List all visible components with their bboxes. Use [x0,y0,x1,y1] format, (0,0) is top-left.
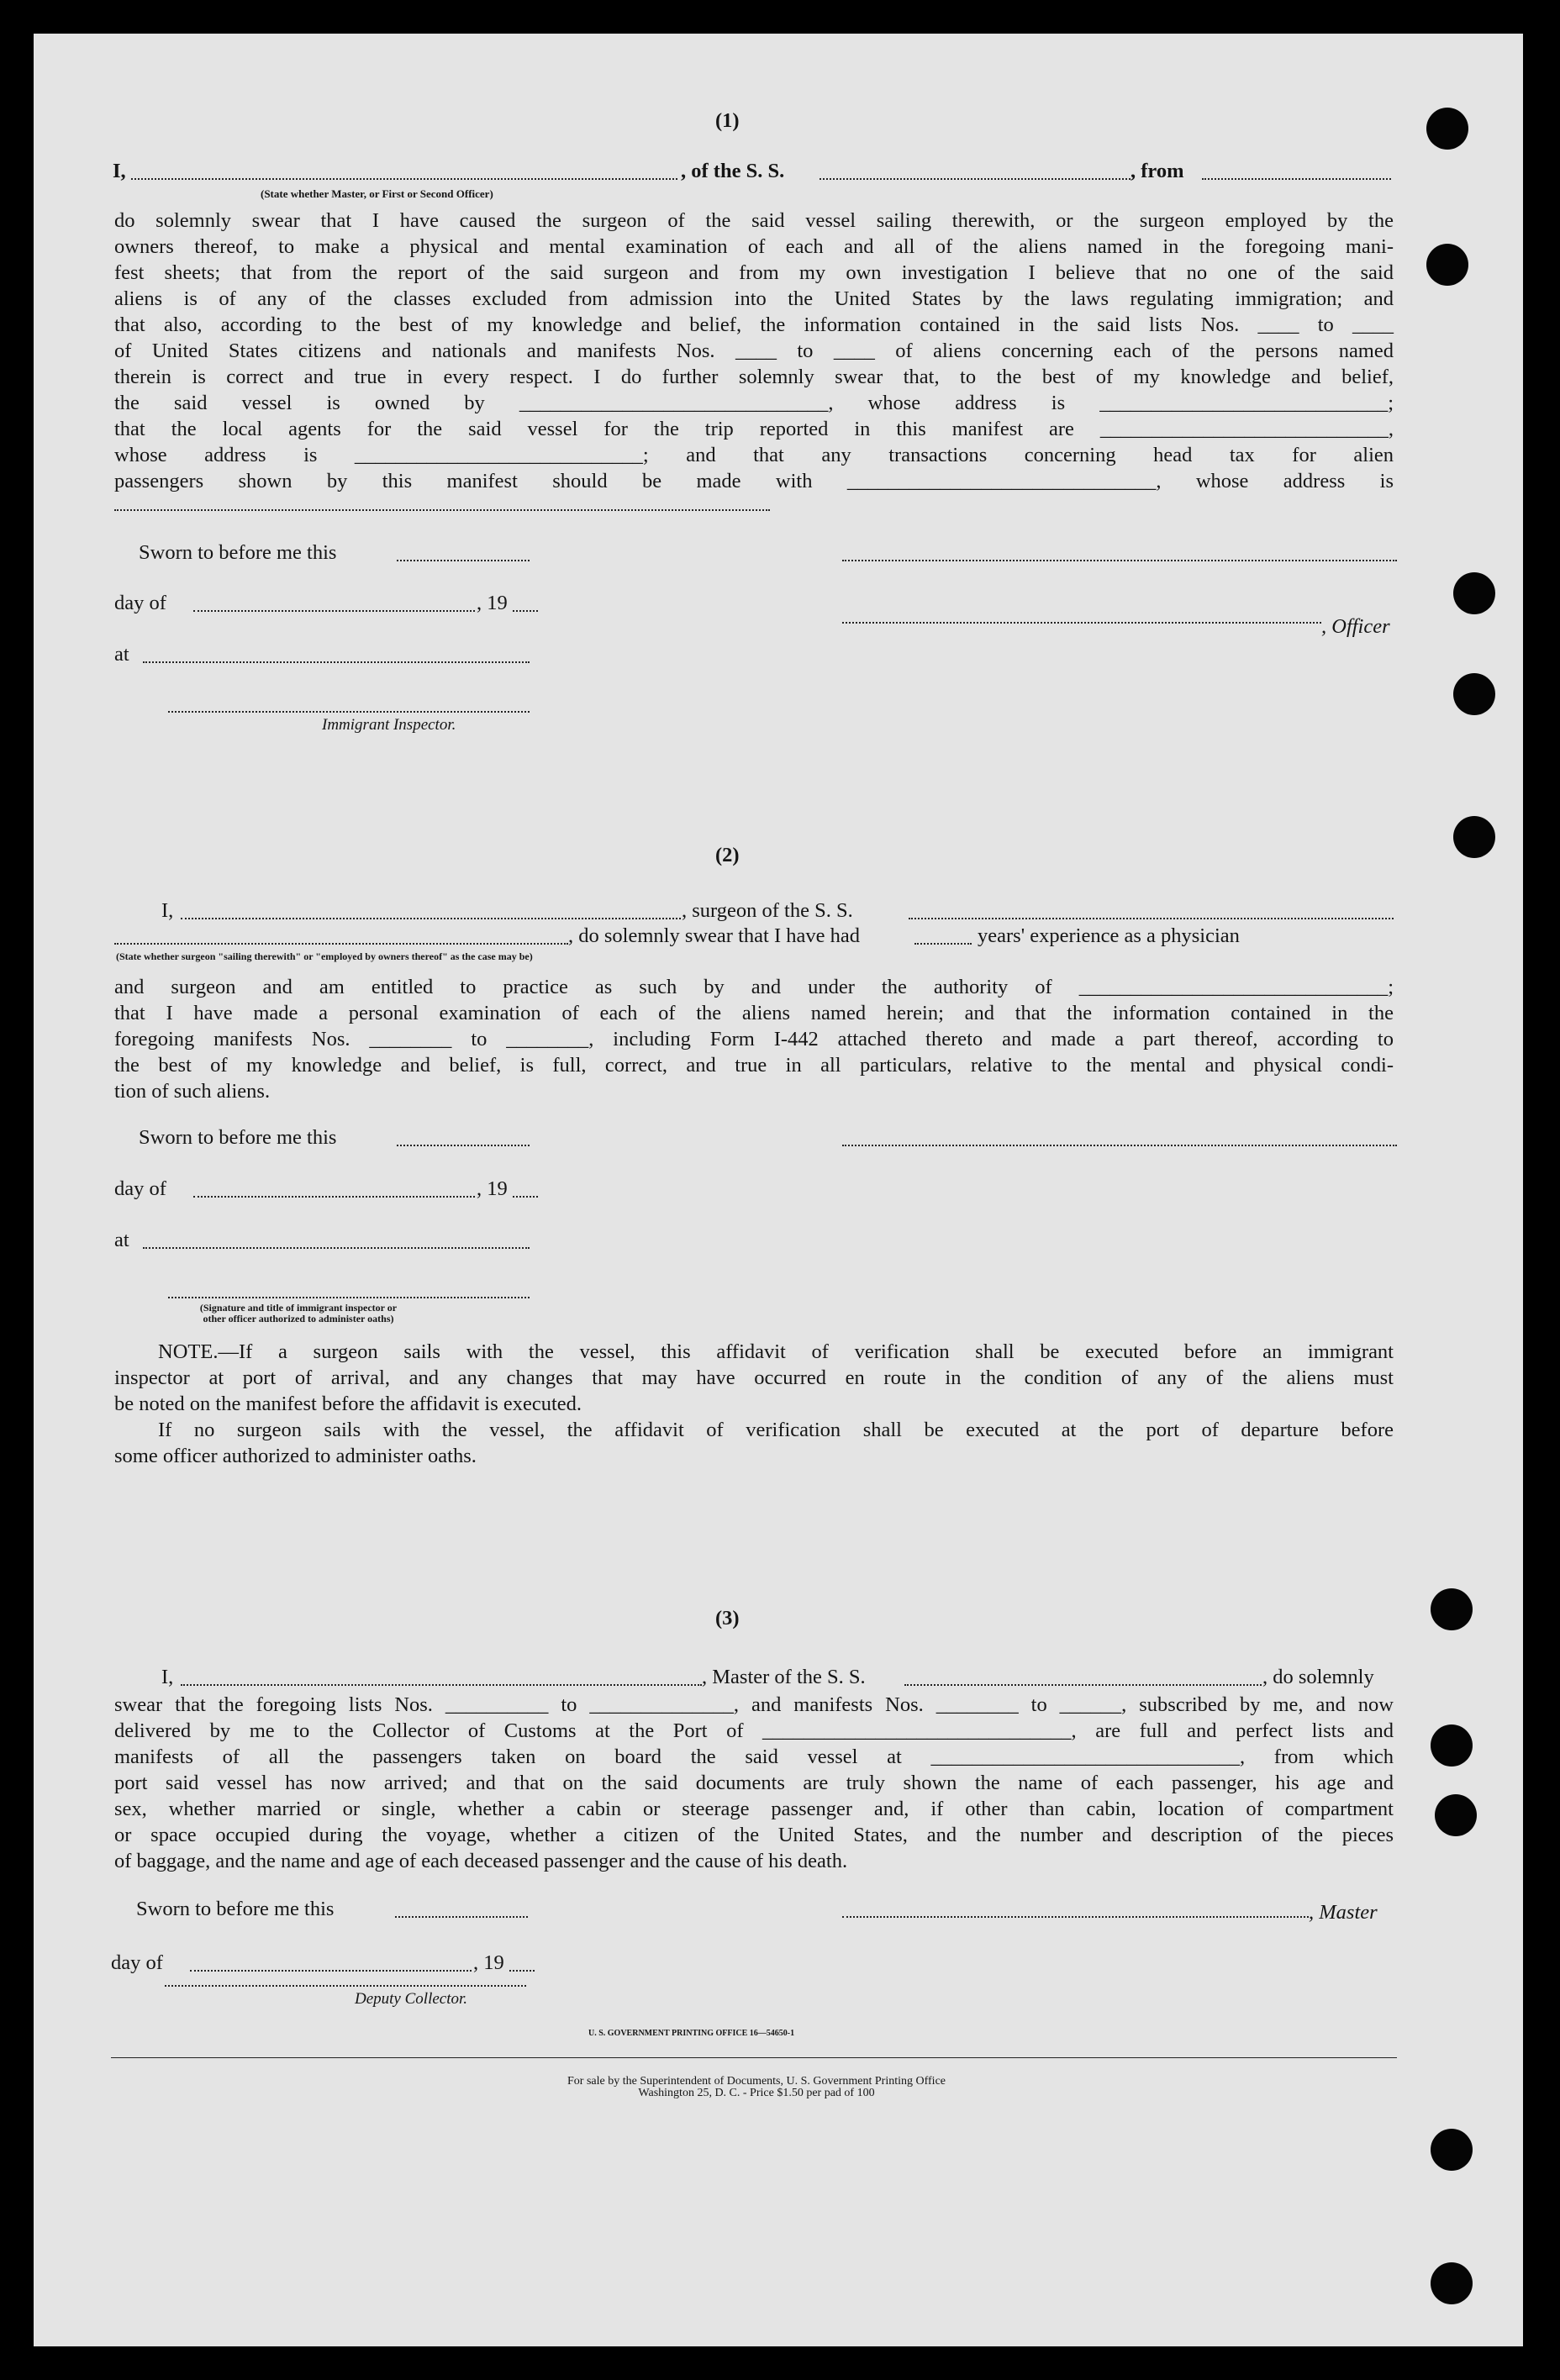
punch-hole [1431,1724,1473,1767]
section3-swear-label: , do solemnly [1262,1666,1374,1688]
gpo-imprint: U. S. GOVERNMENT PRINTING OFFICE 16—54650-1 [588,2029,795,2038]
from-port-field[interactable] [1202,178,1391,180]
deputy-label: Deputy Collector. [355,1990,468,2008]
section2-at-field[interactable] [143,1247,530,1249]
section3-year-field[interactable] [509,1970,535,1972]
section2-day-of-label: day of [114,1177,166,1200]
master-name-field[interactable] [131,178,677,180]
footer-rule [111,2057,1397,2058]
section2-year-field[interactable] [513,1196,538,1198]
surgeon-type-field[interactable] [114,943,568,945]
section3-sworn-label: Sworn to before me this [136,1898,335,1920]
punch-hole [1431,1588,1473,1630]
inspector-label: Immigrant Inspector. [322,716,456,734]
section1-paragraph: do solemnly swear that I have caused the surgeon of the said vessel sailing therewith, or the surgeon employed by the owners thereof, to make a physical and mental examination of each and all of the aliens named in the foregoing mani- fest sheets; that from the report of the said surgeon and from my own investigation I believe that no one of the said aliens is of any of the classes excluded from admission into the United States by the laws regulating immigration; and that also, according to the best of my knowledge and belief, the information contained in the said lists Nos. ____ to ____ of United States citizens and nationals and manifests Nos. ____ to ____ of aliens concerning each of the persons named therein is correct and true in every respect. I do further solemnly swear that, to the best of my knowledge and belief, the said vessel is owned by ______________________________, whose address is ____________________________; that the local agents for the said vessel for the trip reported in this manifest are ____________________________, whose address is ____________________________; and that any transactions concerning head tax for alien passengers shown by this manifest should be made with ______________________________, whose address is [114,209,1394,492]
section2-at-label: at [114,1229,129,1251]
section2-years-label: years' experience as a physician [978,924,1240,947]
section3-paragraph: swear that the foregoing lists Nos. __________ to ______________, and manifests Nos. ________ to ______, subscribed by me, and now delivered by me to the Collector of Customs at the Port of ______________________________, are full and perfect lists and manifests of all the passengers taken on board the said vessel at ______________________________, from which port said vessel has now arrived; and that on the said documents are truly shown the name of each passenger, his age and sex, whether married or single, whether a cabin or steerage passenger and, if other than cabin, location of compartment or space occupied during the voyage, whether a citizen of the United States, and the number and description of the pieces of baggage, and the name and age of each deceased passenger and the cause of his death. [114,1693,1394,1872]
section2-inspector-signature-line[interactable] [168,1297,530,1298]
section2-month-field[interactable] [193,1196,475,1198]
vessel-name-field[interactable] [820,178,1130,180]
punch-hole [1431,2129,1473,2171]
section3-month-field[interactable] [190,1970,472,1972]
officer-signature-line[interactable] [842,560,1397,561]
section2-sworn-date-field[interactable] [397,1145,530,1146]
section3-vessel-field[interactable] [904,1684,1262,1686]
section1-month-field[interactable] [193,610,475,612]
section2-sworn-label: Sworn to before me this [139,1126,337,1149]
officer-line[interactable] [842,622,1321,624]
section3-i-label: I, [161,1666,174,1688]
section2-i-label: I, [161,899,174,922]
section2-surgeon-label: , surgeon of the S. S. [682,899,853,922]
punch-hole [1435,1794,1477,1836]
surgeon-signature-line[interactable] [842,1145,1397,1146]
address-continuation-field[interactable] [114,509,770,511]
master-label: , Master [1309,1901,1378,1924]
section1-at-label: at [114,643,129,666]
master-note: (State whether Master, or First or Second Officer) [261,187,493,200]
note-label: NOTE. [158,1340,219,1363]
sale-notice: For sale by the Superintendent of Documents, U. S. Government Printing Office Washington 25, D. C. - Price $1.50 per pad of 100 [567,2075,946,2099]
section3-number: (3) [715,1607,740,1630]
officer-label: , Officer [1321,615,1390,638]
section1-i-label: I, [113,160,126,182]
punch-hole [1453,673,1495,715]
section2-paragraph: and surgeon and am entitled to practice as such by and under the authority of ______________________________; that I have made a personal examination of each of the aliens named herein; and that the information contained in the foregoing manifests Nos. ________ to ________, including Form I-442 attached thereto and made a part thereof, according to the best of my knowledge and belief, is full, correct, and true in all particulars, relative to the mental and physical condi- tion of such aliens. [114,976,1394,1103]
section1-of-ss-label: , of the S. S. [681,160,785,182]
section1-day-of-label: day of [114,592,166,614]
section2-vessel-field[interactable] [909,918,1394,919]
section1-sworn-label: Sworn to before me this [139,541,337,564]
section3-year-label: , 19 [473,1951,504,1974]
inspector-signature-line[interactable] [168,711,530,713]
deputy-signature-line[interactable] [165,1985,526,1987]
section1-year-label: , 19 [477,592,508,614]
section2-note: NOTE.—If a surgeon sails with the vessel, this affidavit of verification shall be executed before an immigrant inspector at port of arrival, and any changes that may have occurred en route in the condition of any of the aliens must be noted on the manifest before the affidavit is executed. If no surgeon sails with the vessel, the affidavit of verification shall be executed at the port of departure before some officer authorized to administer oaths. [114,1340,1394,1467]
section3-master-label: , Master of the S. S. [702,1666,866,1688]
section3-master-name-field[interactable] [181,1684,702,1686]
section1-number: (1) [715,109,740,132]
punch-hole [1426,244,1468,286]
years-experience-field[interactable] [914,943,972,945]
surgeon-note: (State whether surgeon "sailing therewith" or "employed by owners thereof" as the case may be) [116,950,533,962]
punch-hole [1453,816,1495,858]
section3-day-of-label: day of [111,1951,163,1974]
signature-note: (Signature and title of immigrant inspector or other officer authorized to administer oaths) [199,1302,398,1324]
punch-hole [1453,572,1495,614]
section2-year-label: , 19 [477,1177,508,1200]
surgeon-name-field[interactable] [181,918,681,919]
section3-sworn-date-field[interactable] [395,1916,528,1918]
section2-swear-label: , do solemnly swear that I have had [568,924,860,947]
master-signature-line[interactable] [842,1916,1309,1918]
section2-number: (2) [715,844,740,866]
form-page [34,34,1523,2346]
punch-hole [1431,2262,1473,2304]
section1-sworn-date-field[interactable] [397,560,530,561]
punch-hole [1426,108,1468,150]
section1-year-field[interactable] [513,610,538,612]
section1-from-label: , from [1130,160,1184,182]
section1-at-field[interactable] [143,661,530,663]
